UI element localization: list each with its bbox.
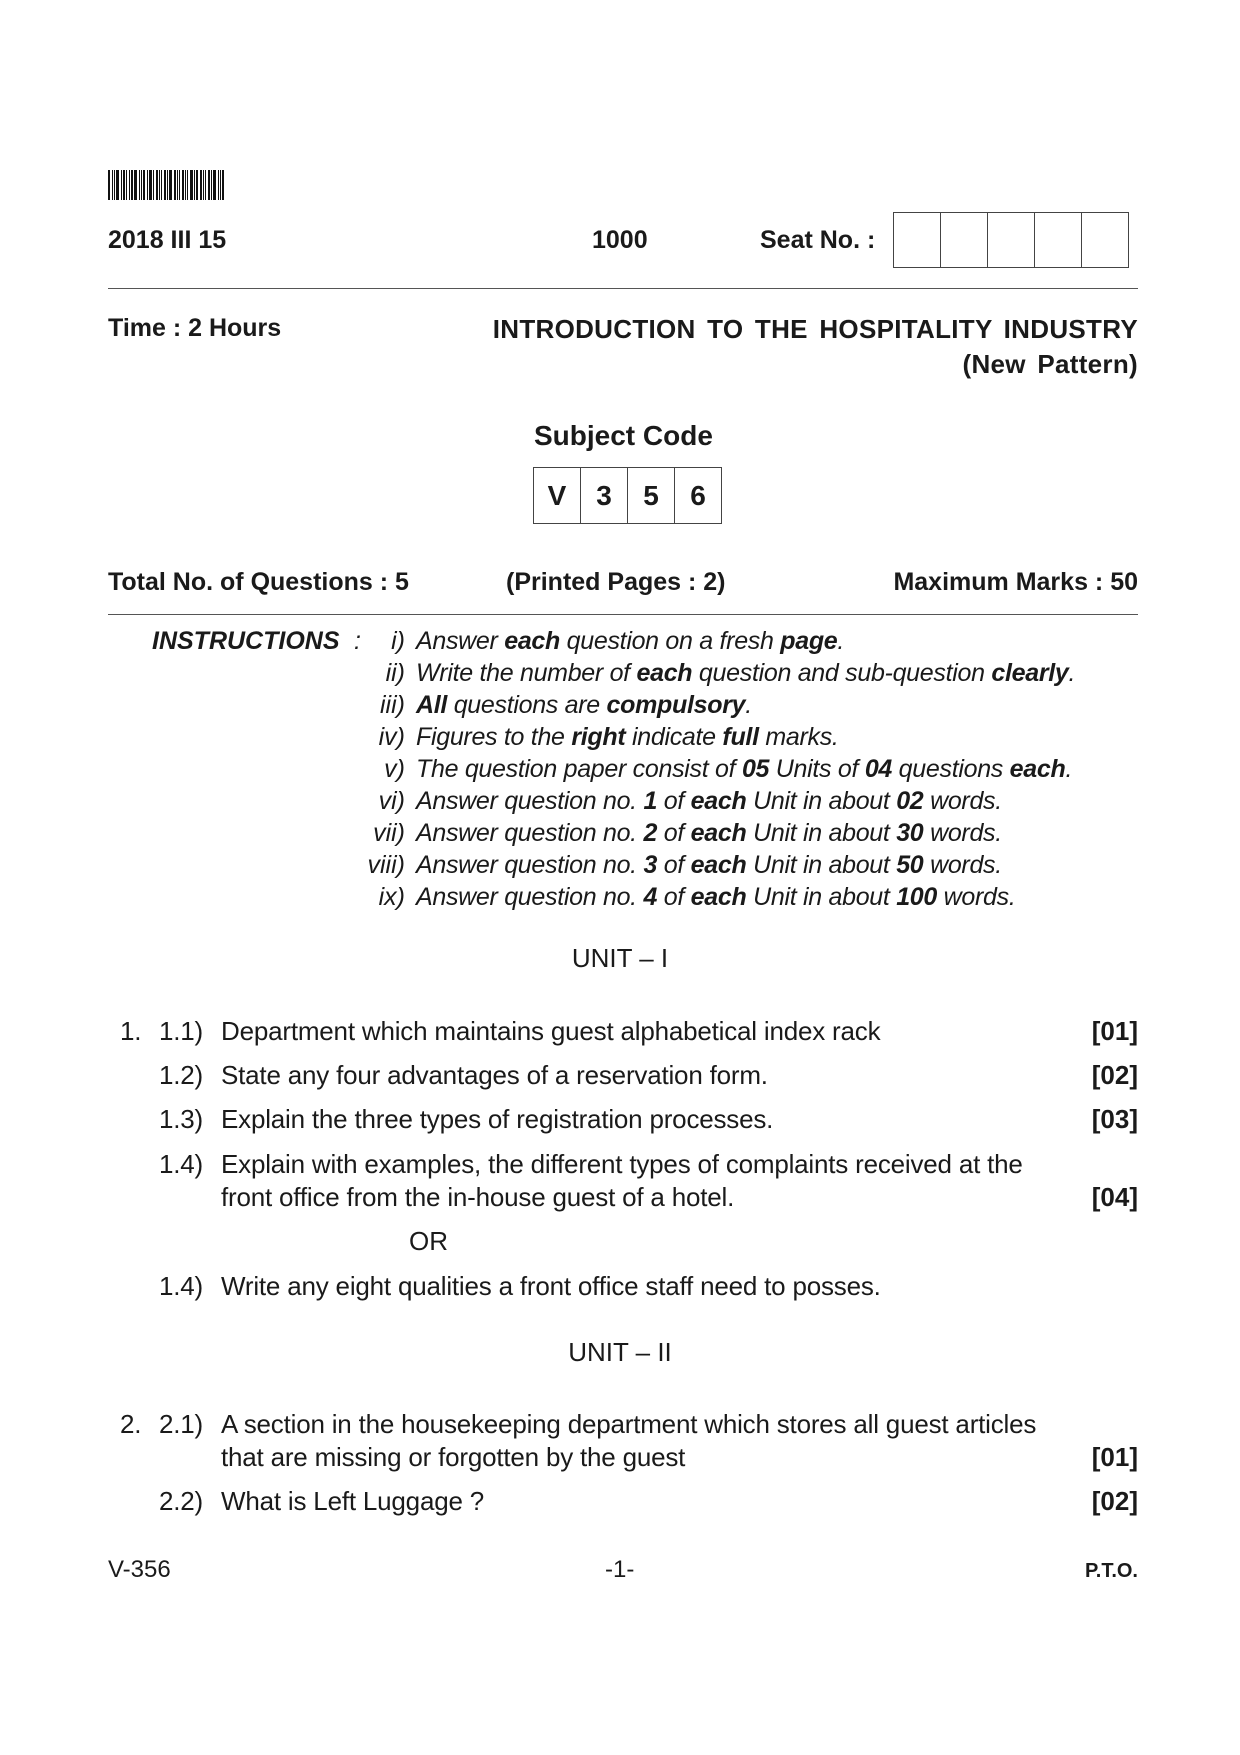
instruction-fragment: Answer bbox=[416, 627, 505, 655]
instruction-fragment: questions bbox=[892, 755, 1010, 783]
instruction-emphasis: full bbox=[722, 723, 759, 751]
seat-label: Seat No. : bbox=[760, 226, 876, 254]
barcode-bar bbox=[126, 170, 127, 200]
instruction-number: v) bbox=[384, 755, 405, 783]
barcode-bar bbox=[139, 170, 140, 200]
sub-question-number: 2.2) bbox=[158, 1486, 203, 1516]
sub-question-number: 2.1) bbox=[158, 1409, 203, 1439]
sub-question-number: 1.3) bbox=[158, 1104, 203, 1134]
instruction-fragment: Answer question no. bbox=[416, 787, 644, 815]
instruction-number: vi) bbox=[378, 787, 405, 815]
barcode-bar bbox=[121, 170, 122, 200]
barcode-bar bbox=[131, 170, 133, 200]
barcode-bar bbox=[143, 170, 145, 200]
instruction-emphasis: compulsory bbox=[606, 691, 746, 719]
instruction-fragment: marks. bbox=[758, 723, 839, 751]
instruction-emphasis: 3 bbox=[643, 851, 658, 879]
barcode-bar bbox=[114, 170, 115, 200]
barcode-bar bbox=[185, 170, 186, 200]
instruction-fragment: question on a fresh bbox=[560, 627, 781, 655]
question-text: What is Left Luggage ? bbox=[221, 1486, 485, 1516]
instruction-emphasis: 02 bbox=[896, 787, 924, 815]
barcode-bar bbox=[211, 170, 212, 200]
instruction-emphasis: 50 bbox=[896, 851, 924, 879]
instruction-emphasis: each bbox=[690, 787, 747, 815]
barcode-bar bbox=[141, 170, 142, 200]
instruction-text bbox=[416, 691, 752, 720]
instruction-number: viii) bbox=[367, 851, 405, 879]
barcode-bar bbox=[156, 170, 158, 200]
instruction-emphasis: 30 bbox=[896, 819, 924, 847]
barcode-bar bbox=[194, 170, 195, 200]
instruction-fragment: Figures to the bbox=[416, 723, 572, 751]
seat-box[interactable] bbox=[941, 213, 988, 267]
divider bbox=[108, 288, 1138, 289]
barcode-bar bbox=[108, 170, 110, 200]
subject-code-label: Subject Code bbox=[534, 420, 713, 451]
barcode-bar bbox=[123, 170, 125, 200]
instruction-emphasis: 04 bbox=[864, 755, 893, 783]
question-marks: [02] bbox=[1091, 1486, 1138, 1516]
printed-pages: (Printed Pages : 2) bbox=[506, 568, 726, 596]
instruction-fragment: . bbox=[1068, 659, 1076, 687]
instruction-text bbox=[416, 851, 1002, 880]
instruction-fragment: . bbox=[745, 691, 752, 719]
instruction-emphasis: each bbox=[690, 883, 747, 911]
instruction-fragment: The question paper consist of bbox=[416, 755, 742, 783]
code-char: 6 bbox=[690, 479, 706, 511]
instruction-emphasis: each bbox=[1009, 755, 1066, 783]
barcode-bar bbox=[179, 170, 180, 200]
instruction-emphasis: 4 bbox=[643, 883, 658, 911]
barcode-bar bbox=[182, 170, 184, 200]
footer-paper-code: V-356 bbox=[108, 1556, 171, 1583]
instructions-label: INSTRUCTIONS bbox=[152, 627, 340, 655]
instruction-fragment: Unit in about bbox=[746, 883, 897, 911]
instruction-fragment: . bbox=[837, 627, 845, 655]
instruction-number: ii) bbox=[385, 659, 405, 687]
barcode-bar bbox=[190, 170, 193, 200]
instruction-text bbox=[416, 755, 1072, 784]
divider bbox=[108, 614, 1138, 615]
instruction-fragment: words. bbox=[923, 819, 1002, 847]
code-char: 3 bbox=[581, 468, 628, 523]
question-text: front office from the in-house guest of a hotel. bbox=[221, 1182, 735, 1212]
instruction-number: vii) bbox=[373, 819, 405, 847]
barcode-bar bbox=[167, 170, 168, 200]
instruction-fragment: Write the number of bbox=[416, 659, 637, 687]
instruction-emphasis: each bbox=[690, 819, 747, 847]
barcode-bar bbox=[203, 170, 204, 200]
instruction-fragment: of bbox=[657, 851, 691, 879]
instruction-fragment: words. bbox=[923, 787, 1002, 815]
instruction-text bbox=[416, 723, 839, 752]
instruction-emphasis: clearly bbox=[991, 659, 1069, 687]
paper-code: 2018 III 15 bbox=[108, 226, 227, 254]
barcode-bar bbox=[149, 170, 152, 200]
barcode-bar bbox=[177, 170, 178, 200]
barcode-bar bbox=[161, 170, 162, 200]
barcode-bar bbox=[129, 170, 130, 200]
seat-box[interactable] bbox=[1035, 213, 1082, 267]
time-allowed: Time : 2 Hours bbox=[108, 314, 282, 342]
instruction-fragment: question and sub-question bbox=[692, 659, 992, 687]
sub-question-number: 1.1) bbox=[158, 1016, 203, 1046]
instruction-fragment: Answer question no. bbox=[416, 819, 644, 847]
copies-count: 1000 bbox=[592, 226, 648, 254]
barcode-bar bbox=[164, 170, 166, 200]
instruction-emphasis: 1 bbox=[643, 787, 658, 815]
instruction-emphasis: right bbox=[571, 723, 626, 751]
instruction-emphasis: 2 bbox=[643, 819, 658, 847]
barcode-bar bbox=[222, 170, 224, 200]
instruction-emphasis: 05 bbox=[741, 755, 770, 783]
instruction-number: ix) bbox=[378, 883, 405, 911]
instruction-emphasis: All bbox=[416, 691, 448, 719]
instruction-fragment: Answer question no. bbox=[416, 851, 644, 879]
seat-box[interactable] bbox=[988, 213, 1035, 267]
total-questions: Total No. of Questions : 5 bbox=[108, 568, 409, 596]
instruction-number: iv) bbox=[378, 723, 405, 751]
question-text: Explain with examples, the different types of complaints received at the bbox=[221, 1149, 1023, 1179]
instruction-fragment: words. bbox=[937, 883, 1016, 911]
instruction-emphasis: page bbox=[780, 627, 838, 655]
question-number: 2. bbox=[120, 1409, 142, 1439]
instruction-fragment: of bbox=[657, 787, 691, 815]
instruction-fragment: Unit in about bbox=[746, 787, 897, 815]
sub-question-number: 1.2) bbox=[158, 1060, 203, 1090]
instruction-text bbox=[416, 819, 1002, 848]
question-text: Write any eight qualities a front office staff need to posses. bbox=[221, 1271, 881, 1301]
sub-question-number: 1.4) bbox=[158, 1271, 203, 1301]
instruction-fragment: of bbox=[657, 883, 691, 911]
instruction-fragment: Answer question no. bbox=[416, 883, 644, 911]
instruction-number: i) bbox=[391, 627, 405, 655]
paper-subtitle: (New Pattern) bbox=[962, 349, 1138, 379]
page-number: -1- bbox=[605, 1556, 635, 1583]
barcode-bar bbox=[159, 170, 160, 200]
question-text: A section in the housekeeping department which stores all guest articles bbox=[221, 1409, 1037, 1439]
subject-code-boxes bbox=[533, 467, 722, 524]
question-marks: [01] bbox=[1091, 1442, 1138, 1472]
instruction-emphasis: each bbox=[504, 627, 561, 655]
unit-heading: UNIT – II bbox=[568, 1337, 672, 1367]
instruction-text bbox=[416, 627, 844, 656]
barcode-bar bbox=[116, 170, 119, 200]
instruction-fragment: Unit in about bbox=[746, 819, 897, 847]
seat-number-boxes[interactable] bbox=[893, 212, 1129, 268]
instruction-fragment: Units of bbox=[769, 755, 865, 783]
question-text: Department which maintains guest alphabetical index rack bbox=[221, 1016, 881, 1046]
question-text: Explain the three types of registration processes. bbox=[221, 1104, 774, 1134]
barcode-bar bbox=[213, 170, 216, 200]
barcode-bar bbox=[153, 170, 154, 200]
instruction-fragment: of bbox=[657, 819, 691, 847]
instruction-fragment: questions are bbox=[447, 691, 607, 719]
barcode-bar bbox=[205, 170, 206, 200]
barcode-bar bbox=[208, 170, 210, 200]
instruction-emphasis: each bbox=[690, 851, 747, 879]
barcode bbox=[108, 170, 248, 200]
maximum-marks: Maximum Marks : 50 bbox=[893, 568, 1138, 596]
question-number: 1. bbox=[120, 1016, 142, 1046]
question-text: that are missing or forgotten by the guest bbox=[221, 1442, 686, 1472]
or-separator: OR bbox=[409, 1226, 448, 1256]
instruction-fragment: . bbox=[1065, 755, 1073, 783]
instruction-text bbox=[416, 787, 1002, 816]
barcode-bar bbox=[169, 170, 172, 200]
instruction-number: iii) bbox=[380, 691, 405, 719]
unit-heading: UNIT – I bbox=[571, 943, 669, 973]
barcode-bar bbox=[218, 170, 219, 200]
instruction-fragment: words. bbox=[923, 851, 1002, 879]
instruction-text bbox=[416, 659, 1075, 688]
barcode-bar bbox=[147, 170, 148, 200]
question-marks: [02] bbox=[1091, 1060, 1138, 1090]
question-marks: [04] bbox=[1091, 1182, 1138, 1212]
barcode-bar bbox=[174, 170, 176, 200]
barcode-bar bbox=[220, 170, 221, 200]
barcode-bar bbox=[200, 170, 202, 200]
instruction-emphasis: each bbox=[636, 659, 693, 687]
instructions-colon: : bbox=[354, 627, 361, 655]
question-marks: [03] bbox=[1091, 1104, 1138, 1134]
barcode-bar bbox=[196, 170, 198, 200]
please-turn-over: P.T.O. bbox=[1085, 1560, 1138, 1582]
seat-box[interactable] bbox=[1082, 213, 1128, 267]
sub-question-number: 1.4) bbox=[158, 1149, 203, 1179]
instruction-fragment: indicate bbox=[625, 723, 723, 751]
seat-box[interactable] bbox=[894, 213, 941, 267]
question-text: State any four advantages of a reservation form. bbox=[221, 1060, 768, 1090]
paper-title: INTRODUCTION TO THE HOSPITALITY INDUSTRY bbox=[492, 314, 1138, 344]
instruction-text bbox=[416, 883, 1016, 912]
code-char: V bbox=[534, 468, 581, 523]
barcode-bar bbox=[134, 170, 137, 200]
question-marks: [01] bbox=[1091, 1016, 1138, 1046]
instruction-emphasis: 100 bbox=[896, 883, 938, 911]
code-char: 5 bbox=[628, 468, 675, 523]
instruction-fragment: Unit in about bbox=[746, 851, 897, 879]
barcode-bar bbox=[112, 170, 113, 200]
barcode-bar bbox=[187, 170, 188, 200]
